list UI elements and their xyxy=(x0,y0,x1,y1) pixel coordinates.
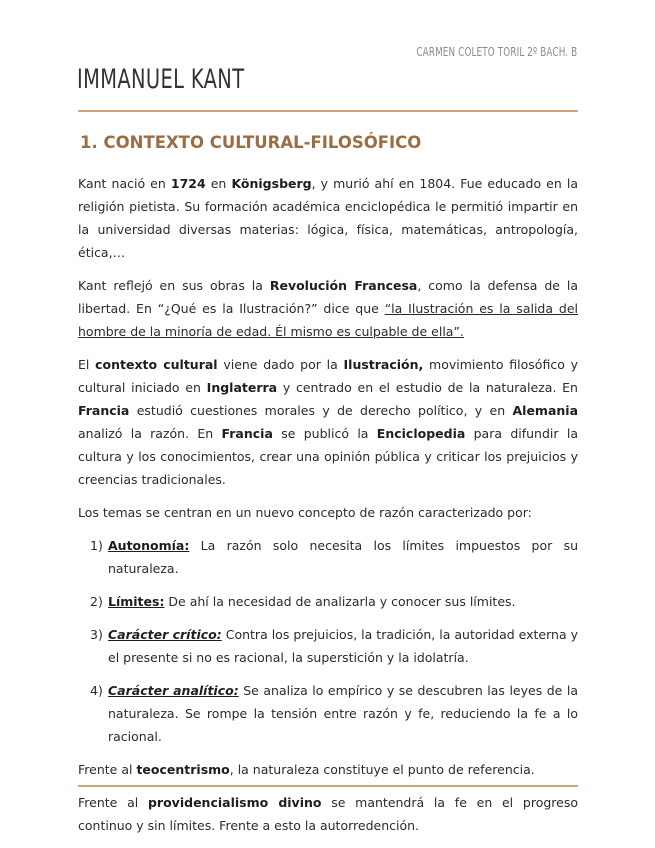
list-number: 4) xyxy=(90,683,103,698)
text-span: se mantendrá la fe en el progreso continuo y sin límites. Frente a esto la autorredención. xyxy=(78,795,578,833)
list-text: Se analiza lo empírico y se descubren las leyes de la naturaleza. Se rompe la tensión entre razón y fe, reduciendo la fe a lo racional. xyxy=(108,683,578,744)
paragraph-themes: Los temas se centran en un nuevo concepto de razón caracterizado por: xyxy=(78,505,532,520)
top-divider xyxy=(78,110,578,112)
underlined-quote: “la Ilustración es la salida del hombre de la minoría de edad. Él mismo es culpable de ella”. xyxy=(78,301,578,339)
text-span: viene dado por la xyxy=(217,357,344,372)
section-heading: 1. CONTEXTO CULTURAL-FILOSÓFICO xyxy=(80,133,422,152)
text-span: , y murió ahí en 1804. Fue educado en la religión pietista. Su formación académica enciclopédica le permitió impartir en la universidad diversas materias: lógica, física, matemáticas, antropología, ética,… xyxy=(78,176,578,260)
document-title: IMMANUEL KANT xyxy=(77,64,245,95)
bold-term: contexto cultural xyxy=(95,357,218,372)
text-span: analizó la razón. En xyxy=(78,426,222,441)
text-span: Frente al xyxy=(78,762,137,777)
text-span: para difundir la cultura y los conocimientos, crear una opinión pública y criticar los prejuicios y creencias tradicionales. xyxy=(78,426,578,487)
document-body xyxy=(78,172,578,847)
bold-term: Francia xyxy=(221,426,273,441)
list-item xyxy=(78,534,578,580)
list-number: 3) xyxy=(90,627,103,642)
bold-term: Inglaterra xyxy=(206,380,278,395)
paragraph-revolution xyxy=(78,274,578,343)
bold-term: Revolución Francesa xyxy=(269,278,418,293)
bold-term: Enciclopedia xyxy=(376,426,466,441)
bold-term: Francia xyxy=(78,403,130,418)
list-number: 2) xyxy=(90,594,103,609)
list-term: Carácter crítico: xyxy=(108,627,222,642)
list-text: De ahí la necesidad de analizarla y conocer sus límites. xyxy=(164,594,516,609)
text-span: en xyxy=(205,176,232,191)
list-item xyxy=(78,679,578,748)
list-term: Límites: xyxy=(108,594,165,609)
list-text: La razón solo necesita los límites impuestos por su naturaleza. xyxy=(108,538,578,576)
header-author: CARMEN COLETO TORIL 2º BACH. B xyxy=(416,44,577,59)
bold-term: Ilustración, xyxy=(343,357,424,372)
paragraph-birth xyxy=(78,172,578,264)
bold-term: Königsberg xyxy=(231,176,312,191)
bottom-divider xyxy=(78,785,578,787)
bold-term: teocentrismo xyxy=(136,762,230,777)
text-span: El xyxy=(78,357,96,372)
text-span: , la naturaleza constituye el punto de referencia. xyxy=(229,762,535,777)
text-span: Kant nació en xyxy=(78,176,171,191)
text-span: movimiento filosófico y cultural iniciado en xyxy=(78,357,578,395)
text-span: , como la defensa de la libertad. En “¿Qué es la Ilustración?” dice que xyxy=(78,278,578,316)
text-span: y centrado en el estudio de la naturaleza. En xyxy=(277,380,578,395)
list-term: Autonomía: xyxy=(108,538,190,553)
bold-term: Alemania xyxy=(512,403,578,418)
bold-term: providencialismo divino xyxy=(147,795,322,810)
paragraph-context xyxy=(78,353,578,491)
paragraph-providentialism xyxy=(78,791,578,837)
characteristics-list xyxy=(78,534,578,748)
text-span: Kant reflejó en sus obras la xyxy=(78,278,270,293)
text-span: Frente al xyxy=(78,795,148,810)
list-text: Contra los prejuicios, la tradición, la autoridad externa y el presente si no es racional, la superstición y la idolatría. xyxy=(108,627,579,665)
list-item xyxy=(78,623,578,669)
list-term: Carácter analítico: xyxy=(108,683,239,698)
text-span: estudió cuestiones morales y de derecho político, y en xyxy=(129,403,513,418)
paragraph-teocentrism xyxy=(78,758,578,781)
text-span: se publicó la xyxy=(272,426,377,441)
bold-term: 1724 xyxy=(170,176,206,191)
list-item xyxy=(78,590,578,613)
list-number: 1) xyxy=(90,538,103,553)
